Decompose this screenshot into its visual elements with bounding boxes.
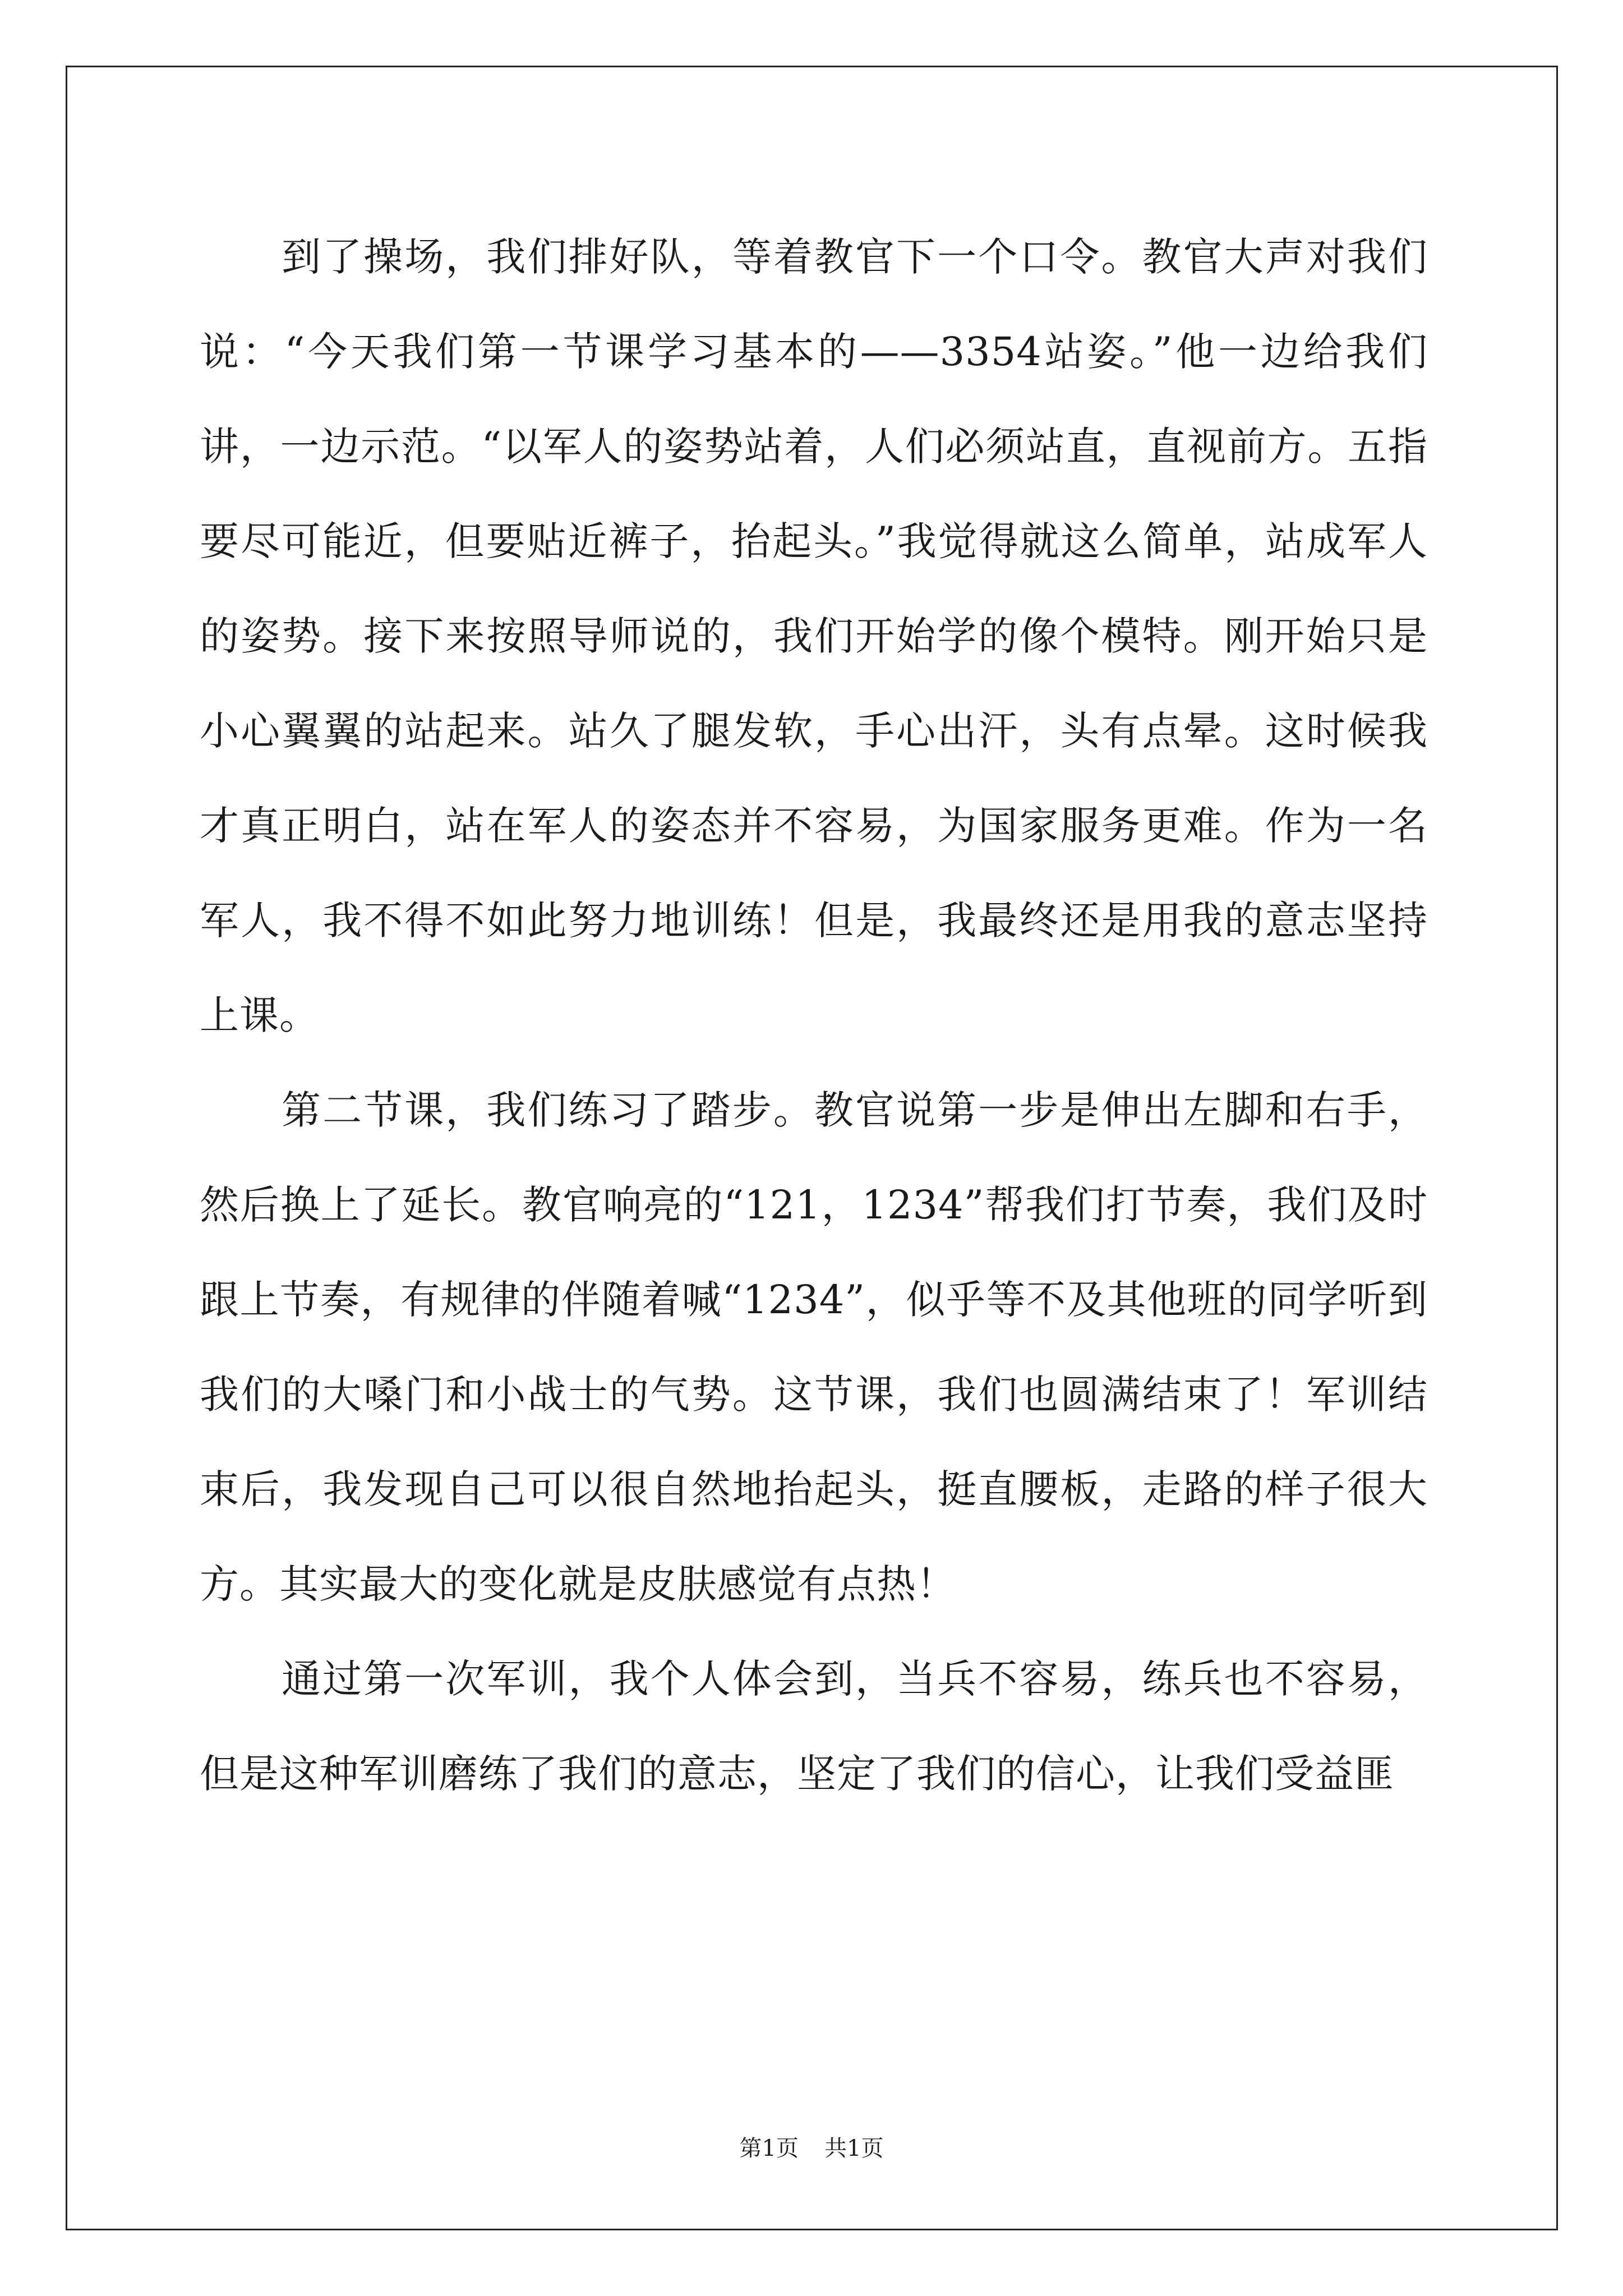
paragraph-2: 第二节课，我们练习了踏步。教官说第一步是伸出左脚和右手，然后换上了延长。教官响亮的“121，1234”帮我们打节奏，我们及时跟上节奏，有规律的伴随着喊“1234”，似乎等不及其他班的同学听到我们的大嗓门和小战士的气势。这节课，我们也圆满结束了！军训结束后，我发现自己可以很自然地抬起头，挺直腰板，走路的样子很大方。其实最大的变化就是皮肤感觉有点热！ [200, 1087, 1428, 1607]
paragraph-1: 到了操场，我们排好队，等着教官下一个口令。教官大声对我们说：“今天我们第一节课学习基本的——3354站姿。”他一边给我们讲，一边示范。“以军人的姿势站着，人们必须站直，直视前方。五指要尽可能近，但要贴近裤子，抬起头。”我觉得就这么简单，站成军人的姿势。接下来按照导师说的，我们开始学的像个模特。刚开始只是小心翼翼的站起来。站久了腿发软，手心出汗，头有点晕。这时候我才真正明白，站在军人的姿态并不容易，为国家服务更难。作为一名军人，我不得不如此努力地训练！但是，我最终还是用我的意志坚持上课。 [200, 234, 1428, 1038]
page-number: 第1页 [739, 2136, 799, 2161]
paragraph-3: 通过第一次军训，我个人体会到，当兵不容易，练兵也不容易，但是这种军训磨练了我们的意志，坚定了我们的信心，让我们受益匪 [200, 1656, 1428, 1797]
page-total: 共1页 [824, 2136, 884, 2161]
document-body [200, 210, 1428, 1821]
page-footer [0, 2131, 1623, 2162]
